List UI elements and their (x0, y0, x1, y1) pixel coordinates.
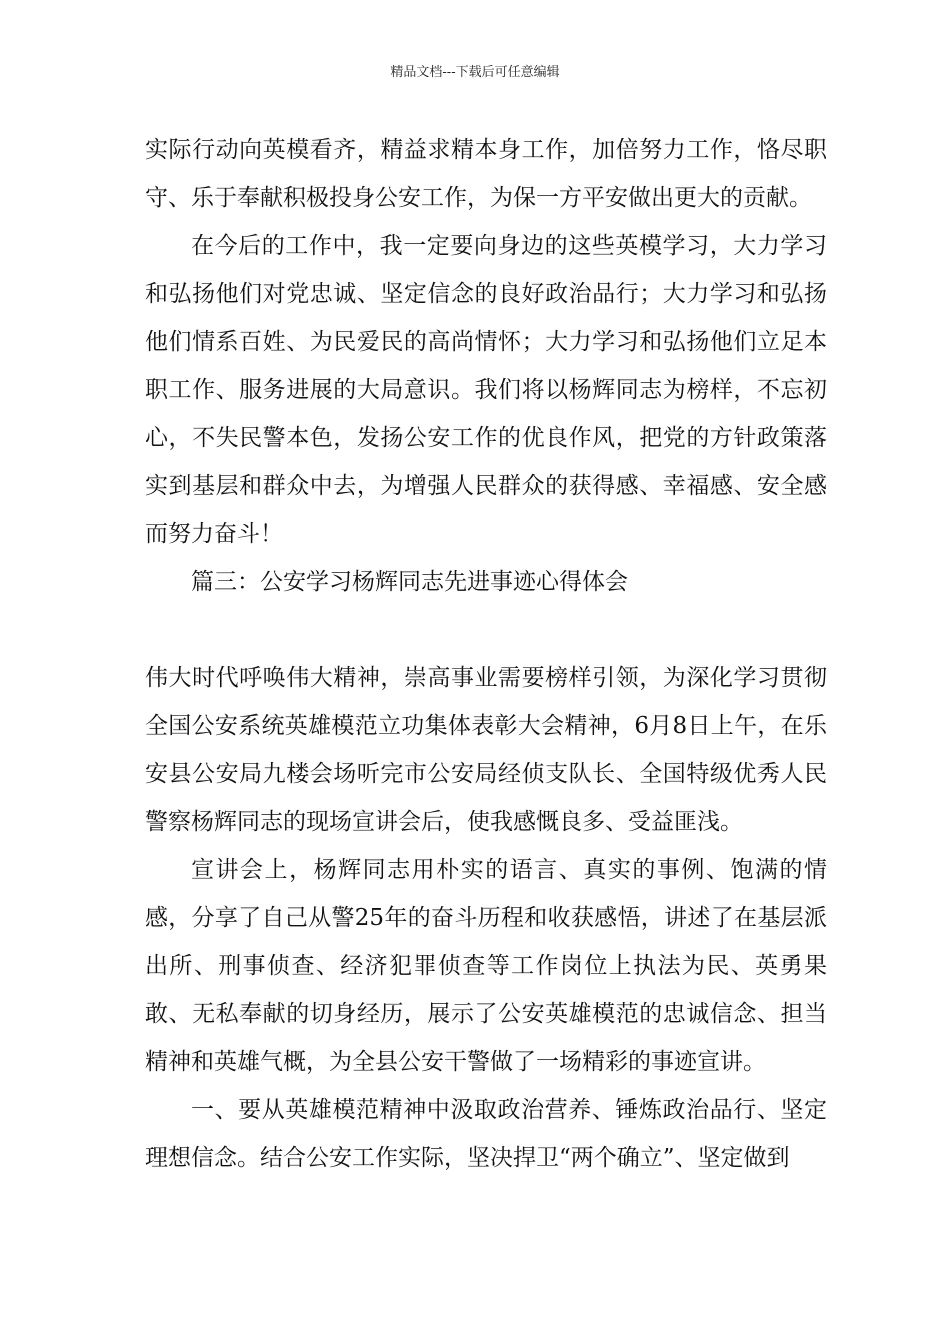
section-heading: 篇三：公安学习杨辉同志先进事迹心得体会 (191, 569, 628, 595)
paragraph-intro: 伟大时代呼唤伟大精神，崇高事业需要榜样引领，为深化学习贯彻全国公安系统英雄模范立功集体表彰大会精神，6月8日上午，在乐安县公安局九楼会场听完市公安局经侦支队长、全国特级优秀人民警察杨辉同志的现场宣讲会后，使我感慨良多、受益匪浅。 (145, 665, 827, 835)
paragraph-future-work: 在今后的工作中，我一定要向身边的这些英模学习，大力学习和弘扬他们对党忠诚、坚定信念的良好政治品行；大力学习和弘扬他们情系百姓、为民爱民的高尚情怀；大力学习和弘扬他们立足本职工作、服务进展的大局意识。我们将以杨辉同志为榜样，不忘初心，不失民警本色，发扬公安工作的优良作风，把党的方针政策落实到基层和群众中去，为增强人民群众的获得感、幸福感、安全感而努力奋斗！ (145, 233, 827, 547)
document-body (145, 126, 827, 1182)
section-spacer (145, 606, 827, 654)
paragraph-point-one: 一、要从英雄模范精神中汲取政治营养、锤炼政治品行、坚定理想信念。结合公安工作实际，坚决捍卫“两个确立”、坚定做到 (145, 1097, 827, 1171)
paragraph-continuation: 实际行动向英模看齐，精益求精本身工作，加倍努力工作，恪尽职守、乐于奉献积极投身公安工作，为保一方平安做出更大的贡献。 (145, 137, 827, 211)
page-header: 精品文档---下载后可任意编辑 (390, 65, 560, 80)
paragraph-lecture: 宣讲会上，杨辉同志用朴实的语言、真实的事例、饱满的情感，分享了自己从警25年的奋斗历程和收获感悟，讲述了在基层派出所、刑事侦查、经济犯罪侦查等工作岗位上执法为民、英勇果敢、无私奉献的切身经历，展示了公安英雄模范的忠诚信念、担当精神和英雄气概，为全县公安干警做了一场精彩的事迹宣讲。 (145, 857, 827, 1075)
